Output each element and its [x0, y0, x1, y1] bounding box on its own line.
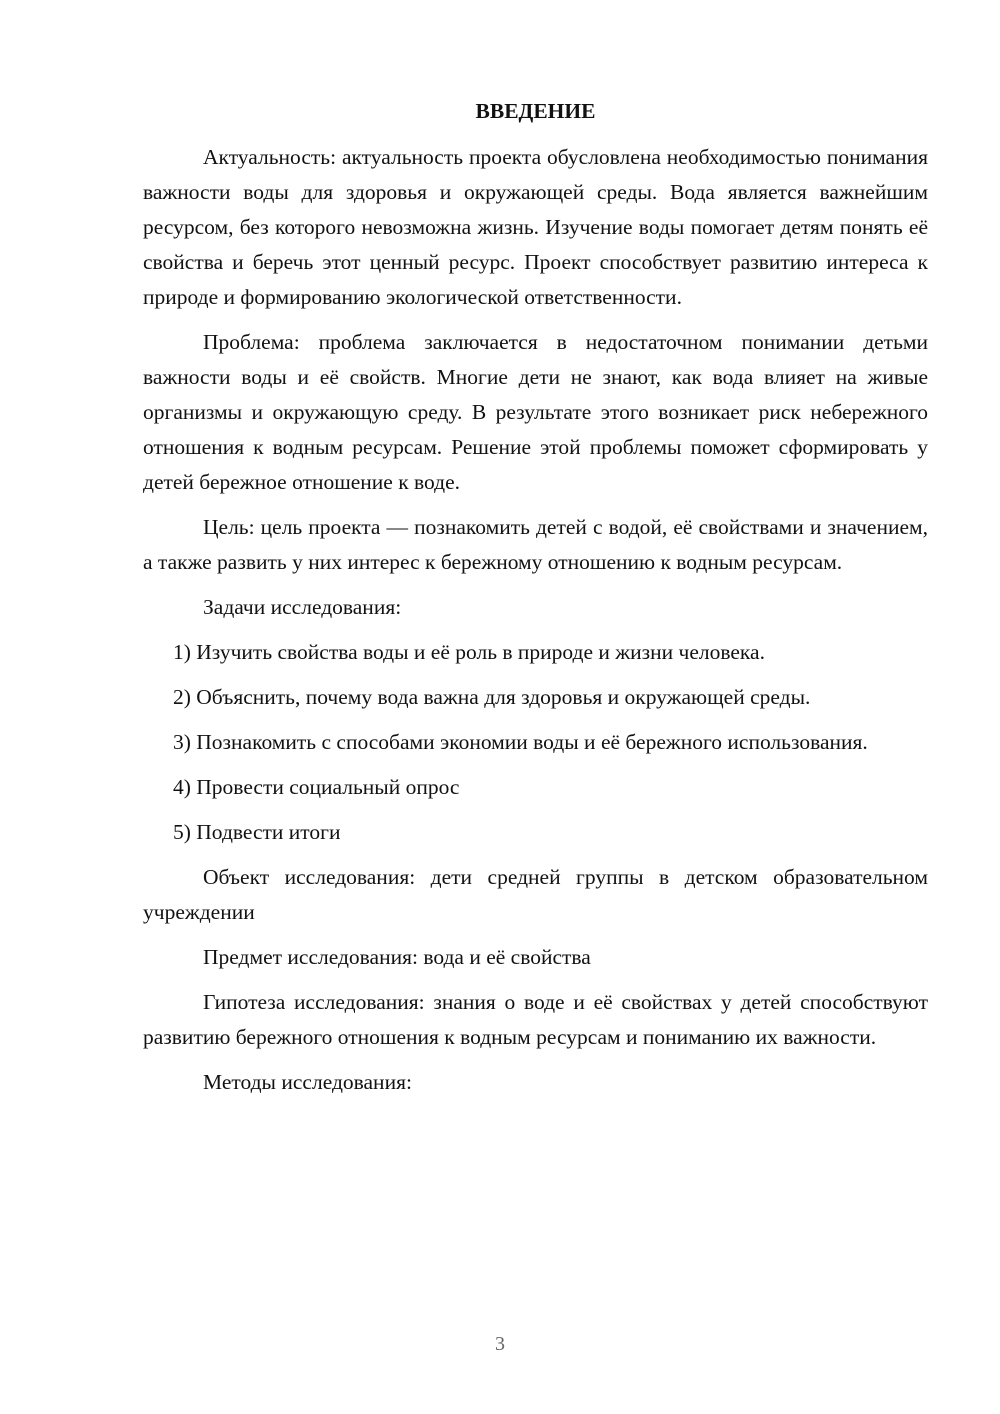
paragraph-problem: Проблема: проблема заключается в недостаточном понимании детьми важности воды и её свойств. Многие дети не знают, как вода влияет на живые организмы и окружающую среду. В результате этого возникает риск небережного отношения к водным ресурсам. Решение этой проблемы поможет сформировать у детей бережное отношение к воде. [143, 330, 928, 494]
paragraph-hypothesis: Гипотеза исследования: знания о воде и её свойствах у детей способствуют развитию бережного отношения к водным ресурсам и пониманию их важности. [143, 990, 928, 1049]
paragraph-subject: Предмет исследования: вода и её свойства [203, 945, 591, 969]
paragraph-relevance: Актуальность: актуальность проекта обусловлена необходимостью понимания важности воды для здоровья и окружающей среды. Вода является важнейшим ресурсом, без которого невозможна жизнь. Изучение воды помогает детям понять её свойства и беречь этот ценный ресурс. Проект способствует развитию интереса к природе и формированию экологической ответственности. [143, 145, 928, 309]
section-title: ВВЕДЕНИЕ [475, 99, 596, 123]
paragraph-object: Объект исследования: дети средней группы в детском образовательном учреждении [143, 865, 928, 924]
task-item-4: 4) Провести социальный опрос [173, 775, 460, 799]
paragraph-methods: Методы исследования: [203, 1070, 412, 1094]
paragraph-goal: Цель: цель проекта — познакомить детей с водой, её свойствами и значением, а также развить у них интерес к бережному отношению к водным ресурсам. [143, 515, 928, 574]
paragraph-tasks-heading: Задачи исследования: [203, 595, 402, 619]
document-page [143, 96, 928, 1110]
page-number: 3 [495, 1333, 505, 1355]
task-item-3: 3) Познакомить с способами экономии воды и её бережного использования. [173, 730, 868, 754]
task-item-5: 5) Подвести итоги [173, 820, 341, 844]
task-item-1: 1) Изучить свойства воды и её роль в природе и жизни человека. [173, 640, 765, 664]
task-item-2: 2) Объяснить, почему вода важна для здоровья и окружающей среды. [173, 685, 811, 709]
